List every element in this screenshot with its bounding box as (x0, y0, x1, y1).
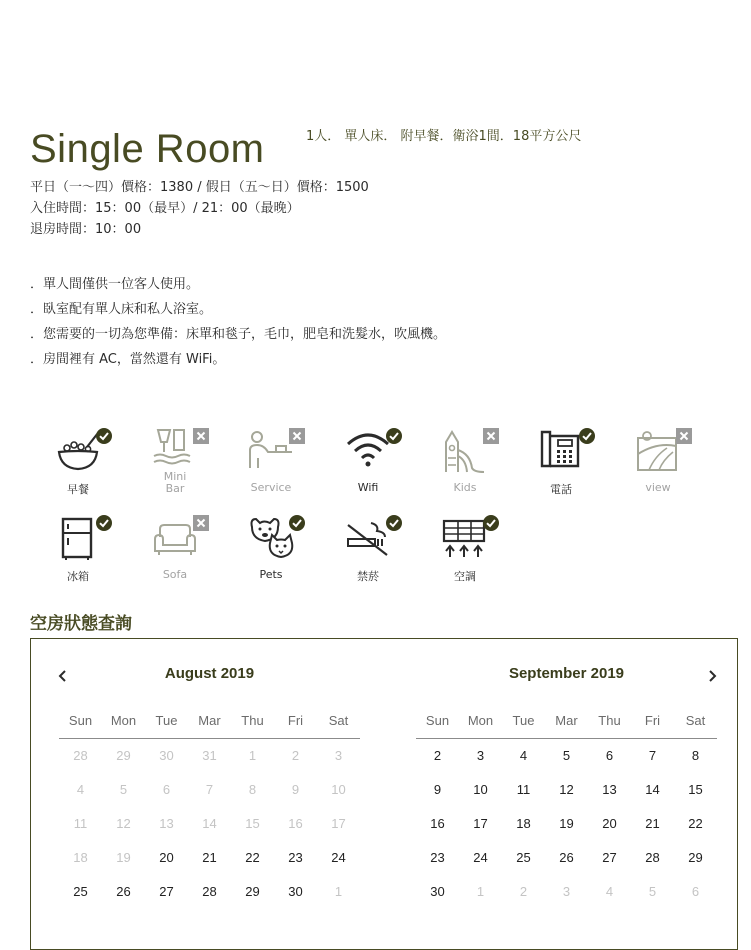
calendar-day-outside: 15 (245, 816, 260, 831)
weekday-label: Mon (110, 713, 137, 728)
calendar-day-outside: 13 (159, 816, 174, 831)
calendar-day[interactable]: 10 (473, 782, 488, 797)
amenity-label: Pets (259, 568, 283, 581)
calendar-day-outside: 1 (334, 884, 343, 899)
calendar-day[interactable]: 23 (288, 850, 303, 865)
calendar-day-outside: 17 (331, 816, 346, 831)
calendar-day-outside: 16 (288, 816, 303, 831)
amenity-view (613, 428, 703, 503)
cross-icon (676, 428, 692, 444)
calendar-day-outside: 7 (205, 782, 214, 797)
calendar-day[interactable]: 22 (245, 850, 260, 865)
amenity-label: 電話 (550, 483, 572, 496)
amenity-label: Wifi (357, 481, 379, 494)
check-icon (386, 515, 402, 531)
calendar-day-outside: 28 (73, 748, 88, 763)
room-info (30, 177, 369, 240)
cross-icon (193, 515, 209, 531)
calendar-day[interactable]: 26 (116, 884, 131, 899)
weekday-label: Sun (425, 713, 450, 728)
calendar-day[interactable]: 7 (648, 748, 657, 763)
day-grid (416, 747, 717, 917)
weekday-label: Sat (685, 713, 706, 728)
breakfast-icon (55, 428, 101, 474)
note-item: ．房間裡有 AC，當然還有 WiFi。 (30, 352, 226, 367)
calendar-day[interactable]: 28 (645, 850, 660, 865)
calendar-day[interactable]: 22 (688, 816, 703, 831)
calendar-day-outside: 30 (159, 748, 174, 763)
calendar-day-outside: 31 (202, 748, 217, 763)
amenity-label-line: Bar (165, 482, 185, 495)
wifi-icon (345, 428, 391, 474)
check-icon (289, 515, 305, 531)
calendar-day[interactable]: 11 (516, 782, 531, 797)
phone-icon (538, 428, 584, 474)
day-grid (59, 747, 360, 917)
week-row (416, 815, 717, 849)
availability-calendar (30, 638, 738, 950)
check-icon (386, 428, 402, 444)
service-icon (248, 428, 294, 474)
calendar-day-outside: 6 (691, 884, 700, 899)
calendar-day-outside: 9 (291, 782, 300, 797)
amenity-wifi (323, 428, 413, 503)
note-item: ．臥室配有單人床和私人浴室。 (30, 302, 213, 317)
amenity-label: 空調 (454, 570, 476, 583)
calendar-day[interactable]: 25 (516, 850, 531, 865)
check-icon (579, 428, 595, 444)
week-row (416, 849, 717, 883)
calendar-day[interactable]: 2 (433, 748, 442, 763)
weekday-label: Mar (198, 713, 221, 728)
calendar-day[interactable]: 9 (433, 782, 442, 797)
amenity-label: 早餐 (67, 483, 89, 496)
calendar-day-outside: 4 (605, 884, 614, 899)
calendar-day[interactable]: 29 (688, 850, 703, 865)
availability-title: 空房狀態查詢 (30, 614, 132, 634)
weekday-label: Thu (241, 713, 264, 728)
calendar-day[interactable]: 21 (202, 850, 217, 865)
calendar-day[interactable]: 20 (602, 816, 617, 831)
minibar-icon (152, 428, 198, 474)
calendar-day-outside: 5 (648, 884, 657, 899)
week-row (59, 849, 360, 883)
calendar-day-outside: 14 (202, 816, 217, 831)
weekday-label: Tue (155, 713, 178, 728)
weekday-label: Sun (68, 713, 93, 728)
weekday-label: Mar (555, 713, 578, 728)
calendar-day-outside: 8 (248, 782, 257, 797)
price-text: 平日（一～四）價格：1380 / 假日（五～日）價格：1500 (30, 180, 369, 195)
calendar-day-outside: 19 (116, 850, 131, 865)
week-row (416, 747, 717, 781)
calendar-day-outside: 12 (116, 816, 131, 831)
calendar-day[interactable]: 23 (430, 850, 445, 865)
calendar-day[interactable]: 3 (476, 748, 485, 763)
amenity-no-smoking (323, 515, 413, 590)
calendar-day-outside: 1 (476, 884, 485, 899)
calendar-day[interactable]: 27 (602, 850, 617, 865)
calendar-day[interactable]: 24 (331, 850, 346, 865)
amenity-service (226, 428, 316, 503)
calendar-day[interactable]: 16 (430, 816, 445, 831)
month-title: August 2019 (164, 665, 255, 682)
weekday-label: Tue (512, 713, 535, 728)
calendar-day-outside: 2 (291, 748, 300, 763)
amenity-fridge (33, 515, 123, 590)
week-row (416, 781, 717, 815)
weekday-header (416, 713, 717, 739)
calendar-day[interactable]: 27 (159, 884, 174, 899)
calendar-day-outside: 2 (519, 884, 528, 899)
week-row (416, 883, 717, 917)
calendar-day-outside: 29 (116, 748, 131, 763)
fridge-icon (55, 515, 101, 561)
week-row (59, 747, 360, 781)
weekday-label: Sat (328, 713, 349, 728)
calendar-day[interactable]: 15 (688, 782, 703, 797)
room-subtitle: 1人． 單人床． 附早餐．衛浴1間．18平方公尺 (306, 129, 582, 144)
amenity-label: 冰箱 (67, 570, 89, 583)
note-item: ．您需要的一切為您準備：床單和毯子，毛巾，肥皂和洗髮水，吹風機。 (30, 327, 447, 342)
weekday-label: Fri (287, 713, 304, 728)
amenity-breakfast (33, 428, 123, 503)
amenity-sofa (130, 515, 220, 590)
weekday-header (59, 713, 360, 739)
calendar-day-outside: 1 (248, 748, 257, 763)
cross-icon (483, 428, 499, 444)
weekday-label: Thu (598, 713, 621, 728)
room-notes (30, 272, 446, 372)
week-row (59, 883, 360, 917)
amenity-label: Sofa (162, 568, 188, 581)
room-title: Single Room (30, 126, 265, 171)
week-row (59, 815, 360, 849)
calendar-day[interactable]: 19 (559, 816, 574, 831)
calendar-day[interactable]: 25 (73, 884, 88, 899)
cross-icon (289, 428, 305, 444)
calendar-day[interactable]: 5 (562, 748, 571, 763)
calendar-day[interactable]: 12 (559, 782, 574, 797)
note-item: ．單人間僅供一位客人使用。 (30, 277, 200, 292)
weekday-label: Fri (644, 713, 661, 728)
calendar-day[interactable]: 17 (473, 816, 488, 831)
cross-icon (193, 428, 209, 444)
calendar-day[interactable]: 26 (559, 850, 574, 865)
calendar-day[interactable]: 30 (288, 884, 303, 899)
amenity-pets (226, 515, 316, 590)
kids-icon (442, 428, 488, 474)
weekday-label: Mon (467, 713, 494, 728)
calendar-day[interactable]: 14 (645, 782, 660, 797)
calendar-day[interactable]: 28 (202, 884, 217, 899)
air-conditioner-icon (442, 515, 488, 561)
calendar-day[interactable]: 29 (245, 884, 260, 899)
calendar-day[interactable]: 18 (516, 816, 531, 831)
calendar-day[interactable]: 21 (645, 816, 660, 831)
calendar-day[interactable]: 24 (473, 850, 488, 865)
no-smoking-icon (345, 515, 391, 561)
checkout-text: 退房時間：10：00 (30, 222, 142, 237)
calendar-day[interactable]: 4 (519, 748, 528, 763)
week-row (59, 781, 360, 815)
amenity-phone (516, 428, 606, 503)
check-icon (96, 515, 112, 531)
calendar-day-outside: 6 (162, 782, 171, 797)
sofa-icon (152, 515, 198, 561)
pets-icon (248, 515, 294, 561)
calendar-day-outside: 3 (562, 884, 571, 899)
calendar-day[interactable]: 6 (605, 748, 614, 763)
amenity-air-conditioner (420, 515, 510, 590)
calendar-day[interactable]: 8 (691, 748, 700, 763)
amenity-label: view (645, 481, 671, 494)
amenity-kids (420, 428, 510, 503)
calendar-day-outside: 10 (331, 782, 346, 797)
calendar-day-outside: 3 (334, 748, 343, 763)
amenity-label: Kids (453, 481, 477, 494)
calendar-day[interactable]: 20 (159, 850, 174, 865)
calendar-day-outside: 18 (73, 850, 88, 865)
check-icon (483, 515, 499, 531)
calendar-day-outside: 11 (73, 816, 88, 831)
amenity-label (130, 471, 220, 495)
calendar-day[interactable]: 13 (602, 782, 617, 797)
check-icon (96, 428, 112, 444)
amenity-label-line: Mini (163, 470, 187, 483)
amenity-label: 禁菸 (357, 570, 379, 583)
checkin-text: 入住時間：15：00（最早）/ 21：00（最晚） (30, 201, 300, 216)
calendar-day-outside: 4 (76, 782, 85, 797)
view-icon (635, 428, 681, 474)
month-title: September 2019 (508, 665, 625, 682)
amenity-minibar (130, 428, 220, 503)
calendar-day-outside: 5 (119, 782, 128, 797)
calendar-day[interactable]: 30 (430, 884, 445, 899)
amenity-label: Service (250, 481, 292, 494)
